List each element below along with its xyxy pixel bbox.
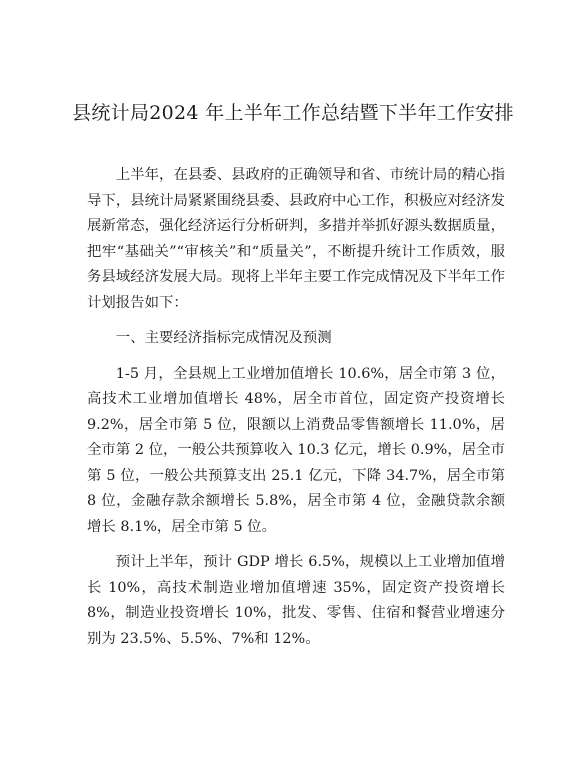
section-heading: 一、主要经济指标完成情况及预测 [115,330,332,346]
indicators-paragraph: 1-5 月，全县规上工业增加值增长 10.6%，居全市第 3 位，高技术工业增加值增长 48%，居全市首位，固定资产投资增长 9.2%，居全市第 5 位，限额以上消费品零售额增长 11.0%，居全市第 2 位，一般公共预算收入 10.3 亿元，增长 0.9%，居全市第 5 位，一般公共预算支出 25.1 亿元，下降 34.7%，居全市第 8 位，金融存款余额增长 5.8%，居全市第 4 位，金融贷款余额增长 8.1%，居全市第 5 位。 [87,365,505,535]
document-title: 县统计局2024 年上半年工作总结暨下半年工作安排 [72,102,514,124]
document-body [87,163,505,662]
forecast-paragraph: 预计上半年，预计 GDP 增长 6.5%，规模以上工业增加值增长 10%，高技术制造业增加值增速 35%，固定资产投资增长 8%，制造业投资增长 10%，批发、零售、住宿和餐营业增速分别为 23.5%、5.5%、7%和 12%。 [87,554,505,647]
intro-paragraph: 上半年，在县委、县政府的正确领导和省、市统计局的精心指导下，县统计局紧紧围绕县委、县政府中心工作，积极应对经济发展新常态，强化经济运行分析研判，多措并举抓好源头数据质量，把牢“基础关”“审核关”和“质量关”，不断提升统计工作质效，服务县域经济发展大局。现将上半年主要工作完成情况及下半年工作计划报告如下： [87,167,505,311]
